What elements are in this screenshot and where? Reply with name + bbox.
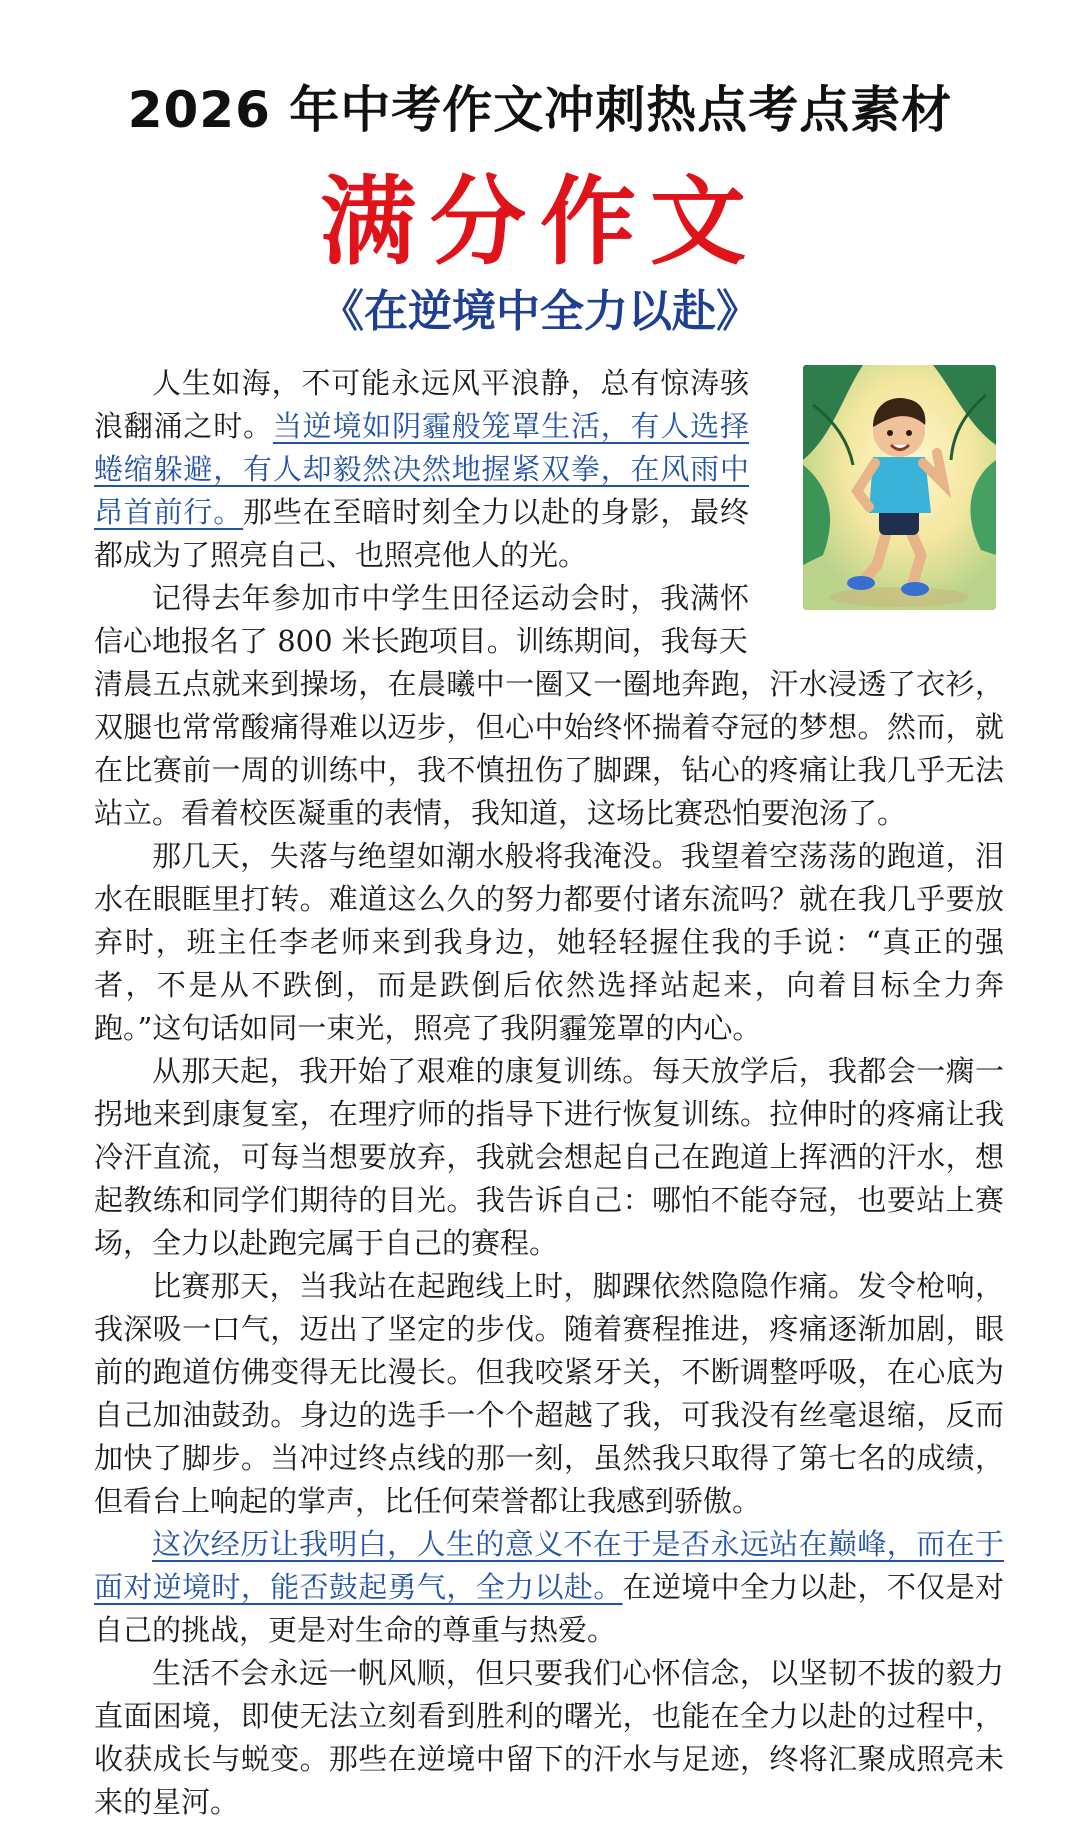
header-title: 2026 年中考作文冲刺热点考点素材 [127,81,953,139]
essay-paragraph-6 [94,1523,1004,1652]
p1-text-b: 那些在至暗时刻全力以赴的身影，最终都成为了照亮自己、也照亮他人的光。 [94,495,749,572]
p1-highlight: 当逆境如阴霾般笼罩生活，有人选择蜷缩躲避，有人却毅然决然地握紧双拳，在风雨中昂首前行。 [94,409,749,529]
essay-paragraph-3: 那几天，失落与绝望如潮水般将我淹没。我望着空荡荡的跑道，泪水在眼眶里打转。难道这么久的努力都要付诸东流吗？就在我几乎要放弃时，班主任李老师来到我身边，她轻轻握住我的手说：“真正的强者，不是从不跌倒，而是跌倒后依然选择站起来，向着目标全力奔跑。”这句话如同一束光，照亮了我阴霾笼罩的内心。 [94,839,1004,1045]
essay-paragraph-1 [94,362,749,577]
essay-paragraph-4: 从那天起，我开始了艰难的康复训练。每天放学后，我都会一瘸一拐地来到康复室，在理疗师的指导下进行恢复训练。拉伸时的疼痛让我冷汗直流，可每当想要放弃，我就会想起自己在跑道上挥洒的汗水，想起教练和同学们期待的目光。我告诉自己：哪怕不能夺冠，也要站上赛场，全力以赴跑完属于自己的赛程。 [94,1054,1004,1260]
p6-text-b: 在逆境中全力以赴，不仅是对自己的挑战，更是对生命的尊重与热爱。 [94,1570,1004,1647]
p1-text-a: 人生如海，不可能永远风平浪静，总有惊涛骇浪翻涌之时。 [94,366,749,443]
essay-title: 《在逆境中全力以赴》 [320,286,760,337]
p6-highlight: 这次经历让我明白，人生的意义不在于是否永远站在巅峰，而在于面对逆境时，能否鼓起勇气，全力以赴。 [94,1527,1004,1604]
essay-body [94,362,1004,1822]
essay-paragraph-5: 比赛那天，当我站在起跑线上时，脚踝依然隐隐作痛。发令枪响，我深吸一口气，迈出了坚定的步伐。随着赛程推进，疼痛逐渐加剧，眼前的跑道仿佛变得无比漫长。但我咬紧牙关，不断调整呼吸，在心底为自己加油鼓劲。身边的选手一个个超越了我，可我没有丝毫退缩，反而加快了脚步。当冲过终点线的那一刻，虽然我只取得了第七名的成绩，但看台上响起的掌声，比任何荣誉都让我感到骄傲。 [94,1269,1004,1518]
essay-paragraph-2b: 清晨五点就来到操场，在晨曦中一圈又一圈地奔跑，汗水浸透了衣衫，双腿也常常酸痛得难以迈步，但心中始终怀揣着夺冠的梦想。然而，就在比赛前一周的训练中，我不慎扭伤了脚踝，钻心的疼痛让我几乎无法站立。看着校医凝重的表情，我知道，这场比赛恐怕要泡汤了。 [94,667,1004,830]
essay-paragraph-7: 生活不会永远一帆风顺，但只要我们心怀信念，以坚韧不拔的毅力直面困境，即使无法立刻看到胜利的曙光，也能在全力以赴的过程中，收获成长与蜕变。那些在逆境中留下的汗水与足迹，终将汇聚成照亮未来的星河。 [94,1656,1004,1819]
main-title: 满分作文 [320,166,760,278]
essay-paragraph-2a: 记得去年参加市中学生田径运动会时，我满怀信心地报名了 800 米长跑项目。训练期间，我每天 [94,581,749,658]
